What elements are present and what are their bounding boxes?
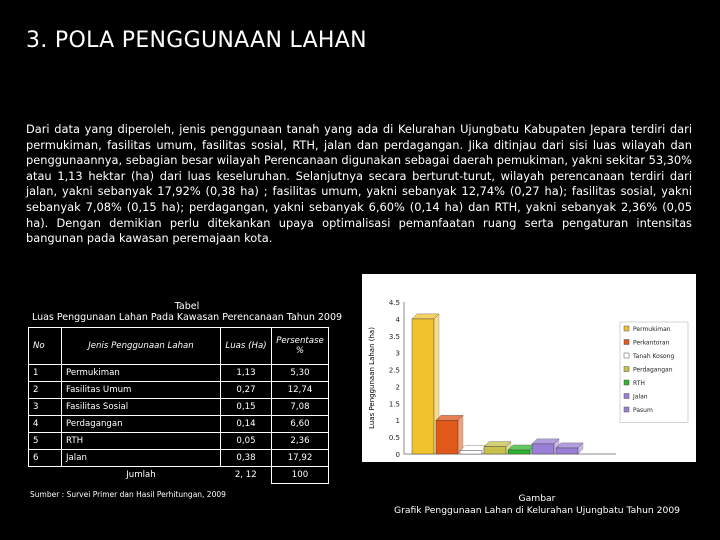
header-pct: Persentase % bbox=[272, 328, 329, 365]
legend-label: Perdagangan bbox=[633, 366, 673, 374]
header-no: No bbox=[29, 328, 62, 365]
table-caption-title: Luas Penggunaan Lahan Pada Kawasan Perencanaan Tahun 2009 bbox=[31, 312, 343, 323]
y-tick-label: 0.5 bbox=[388, 434, 400, 443]
table-row bbox=[29, 365, 329, 382]
cell-luas: 0,05 bbox=[221, 433, 272, 450]
table-row bbox=[29, 382, 329, 399]
bar bbox=[436, 420, 458, 454]
y-tick-label: 1.5 bbox=[388, 400, 400, 409]
cell-no: 4 bbox=[29, 416, 62, 433]
legend-label: Pasum bbox=[633, 407, 653, 414]
legend-swatch bbox=[624, 394, 629, 399]
cell-jenis: RTH bbox=[62, 433, 221, 450]
cell-pct: 17,92 bbox=[272, 450, 329, 467]
y-tick-label: 4.5 bbox=[388, 299, 400, 307]
chart-caption-label: Gambar bbox=[518, 493, 556, 504]
table-total-row bbox=[29, 467, 329, 484]
total-luas: 2, 12 bbox=[234, 470, 257, 481]
cell-luas: 0,27 bbox=[221, 382, 272, 399]
cell-pct: 12,74 bbox=[272, 382, 329, 399]
cell-jenis: Jalan bbox=[62, 450, 221, 467]
land-use-chart bbox=[362, 274, 696, 462]
legend-swatch bbox=[624, 407, 629, 412]
table-header-row bbox=[29, 328, 329, 365]
bar bbox=[508, 450, 530, 454]
body-paragraph: Dari data yang diperoleh, jenis penggunaan tanah yang ada di Kelurahan Ujungbatu Kabupaten Jepara terdiri dari permukiman, fasilitas umum, fasilitas sosial, RTH, jalan dan perdagangan. Jika ditinjau dari sisi luas wilayah dan penggunaannya, sebagian besar wilayah Perencanaan digunakan sebagai daerah pemukiman, yakni sekitar 53,30% atau 1,13 hektar (ha) dari luas keseluruhan. Selanjutnya secara berturut-turut, wilayah perencanaan terdiri dari jalan, yakni sebanyak 17,92% (0,38 ha) ; fasilitas umum, yakni sebanyak 12,74% (0,27 ha); fasilitas sosial, yakni sebanyak 7,08% (0,15 ha); perdagangan, yakni sebanyak 6,60% (0,14 ha) dan RTH, yakni sebanyak 2,36% (0,05 ha). Dengan demikian perlu ditekankan upaya optimalisasi pemanfaatan ruang serta pengaturan intensitas bangunan pada kawasan peremajaan kota. bbox=[26, 122, 692, 246]
bar bbox=[484, 447, 506, 454]
legend-swatch bbox=[624, 380, 629, 385]
total-label: Jumlah bbox=[126, 470, 156, 481]
cell-pct: 6,60 bbox=[272, 416, 329, 433]
cell-pct: 5,30 bbox=[272, 365, 329, 382]
legend-label: Perkantoran bbox=[633, 339, 670, 347]
cell-luas: 0,15 bbox=[221, 399, 272, 416]
cell-pct: 7,08 bbox=[272, 399, 329, 416]
header-jenis: Jenis Penggunaan Lahan bbox=[62, 328, 221, 365]
table-source-note: Sumber : Survei Primer dan Hasil Perhitungan, 2009 bbox=[30, 490, 226, 499]
legend-label: Permukiman bbox=[633, 326, 671, 333]
cell-jenis: Permukiman bbox=[62, 365, 221, 382]
cell-pct: 2,36 bbox=[272, 433, 329, 450]
bar bbox=[556, 448, 578, 454]
y-tick-label: 1 bbox=[395, 417, 400, 426]
chart-svg bbox=[362, 274, 696, 462]
cell-no: 6 bbox=[29, 450, 62, 467]
legend-swatch bbox=[624, 326, 629, 331]
table-caption bbox=[12, 301, 362, 323]
y-tick-label: 3.5 bbox=[388, 332, 400, 341]
y-tick-label: 4 bbox=[395, 315, 400, 324]
y-tick-label: 2.5 bbox=[388, 366, 400, 375]
page-title: 3. POLA PENGGUNAAN LAHAN bbox=[26, 28, 367, 53]
cell-jenis: Fasilitas Umum bbox=[62, 382, 221, 399]
legend-swatch bbox=[624, 340, 629, 345]
cell-no: 5 bbox=[29, 433, 62, 450]
cell-luas: 0,38 bbox=[221, 450, 272, 467]
cell-jenis: Fasilitas Sosial bbox=[62, 399, 221, 416]
y-axis-label: Luas Penggunaan Lahan (ha) bbox=[368, 327, 376, 429]
legend-label: Tanah Kosong bbox=[633, 353, 675, 360]
cell-no: 2 bbox=[29, 382, 62, 399]
bar bbox=[412, 319, 434, 454]
table-caption-label: Tabel bbox=[174, 301, 200, 312]
cell-no: 3 bbox=[29, 399, 62, 416]
bar bbox=[460, 451, 482, 454]
total-pct: 100 bbox=[272, 467, 329, 484]
bar bbox=[532, 444, 554, 454]
chart-caption bbox=[362, 493, 712, 517]
chart-caption-title: Grafik Penggunaan Lahan di Kelurahan Ujungbatu Tahun 2009 bbox=[393, 505, 681, 516]
y-tick-label: 2 bbox=[395, 383, 400, 392]
legend-label: RTH bbox=[633, 380, 645, 387]
legend-swatch bbox=[624, 353, 629, 358]
table-row bbox=[29, 450, 329, 467]
legend-swatch bbox=[624, 367, 629, 372]
header-luas: Luas (Ha) bbox=[221, 328, 272, 365]
land-use-table bbox=[28, 327, 329, 484]
table-row bbox=[29, 416, 329, 433]
y-tick-label: 0 bbox=[395, 451, 400, 459]
total-spacer bbox=[29, 467, 62, 484]
table-row bbox=[29, 399, 329, 416]
table-row bbox=[29, 433, 329, 450]
cell-luas: 1,13 bbox=[221, 365, 272, 382]
cell-luas: 0,14 bbox=[221, 416, 272, 433]
cell-jenis: Perdagangan bbox=[62, 416, 221, 433]
cell-no: 1 bbox=[29, 365, 62, 382]
legend-label: Jalan bbox=[633, 393, 648, 401]
y-tick-label: 3 bbox=[395, 349, 400, 358]
